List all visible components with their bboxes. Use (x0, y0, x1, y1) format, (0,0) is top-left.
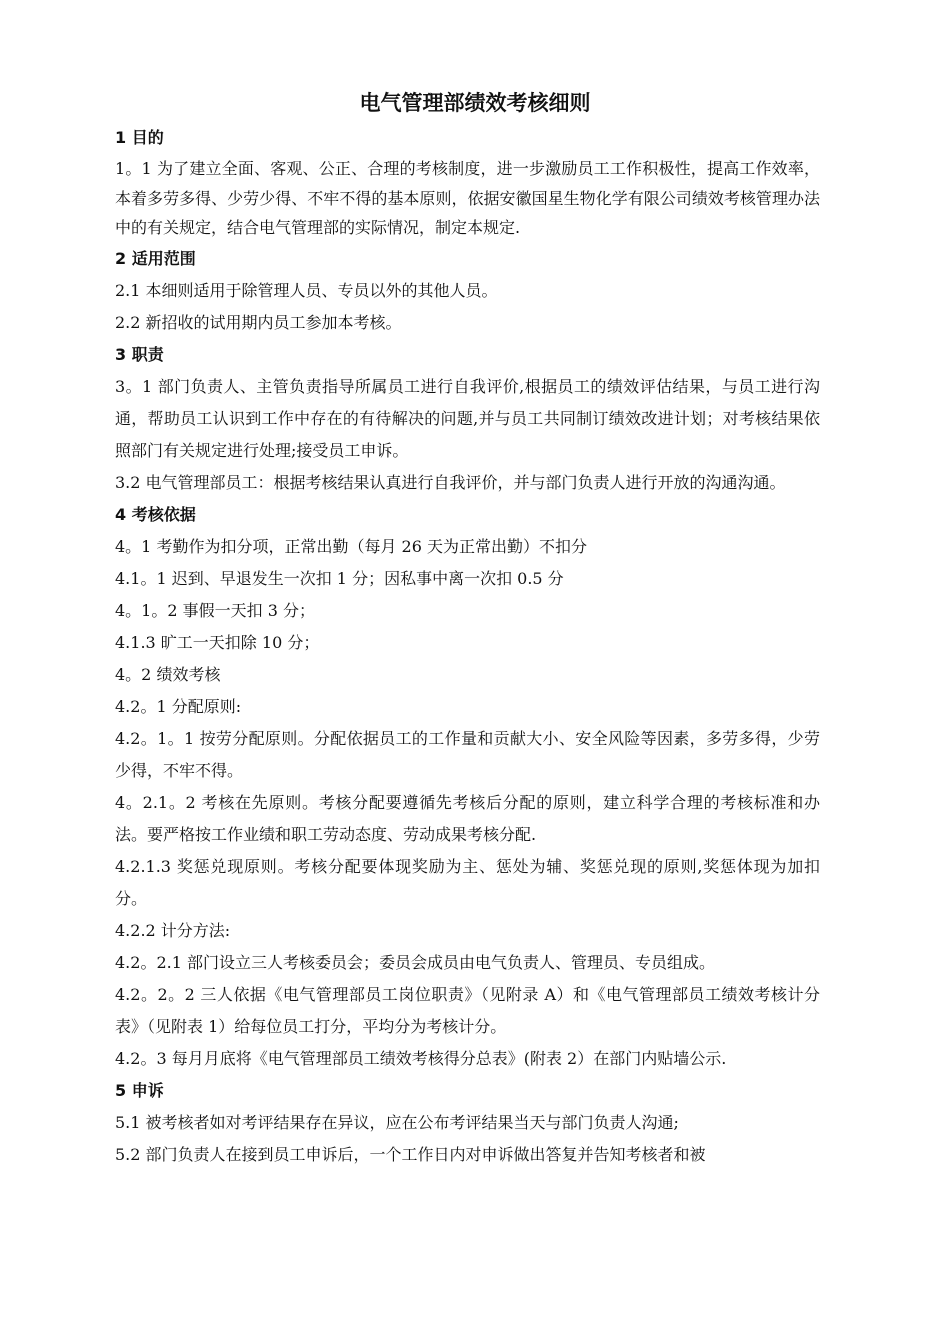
paragraph-4-2-2: 4.2.2 计分方法: (115, 920, 231, 940)
paragraph-3-2: 3.2 电气管理部员工：根据考核结果认真进行自我评价，并与部门负责人进行开放的沟通沟通。 (115, 472, 786, 492)
paragraph-4-1: 4。1 考勤作为扣分项，正常出勤（每月 26 天为正常出勤）不扣分 (115, 536, 587, 556)
paragraph-4-2-1-2: 4。2.1。2 考核在先原则。考核分配要遵循先考核后分配的原则，建立科学合理的考核标准和办法。要严格按工作业绩和职工劳动态度、劳动成果考核分配. (115, 792, 820, 844)
document-body (115, 122, 820, 1171)
paragraph-5-1: 5.1 被考核者如对考评结果存在异议，应在公布考评结果当天与部门负责人沟通; (115, 1112, 679, 1132)
paragraph-4-2-2-1: 4.2。2.1 部门设立三人考核委员会；委员会成员由电气负责人、管理员、专员组成。 (115, 952, 715, 972)
paragraph-4-2: 4。2 绩效考核 (115, 664, 221, 684)
paragraph-3-1: 3。1 部门负责人、主管负责指导所属员工进行自我评价,根据员工的绩效评估结果，与员工进行沟通，帮助员工认识到工作中存在的有待解决的问题,并与员工共同制订绩效改进计划；对考核结果依照部门有关规定进行处理;接受员工申诉。 (115, 376, 820, 460)
section-heading-duties: 3 职责 (115, 344, 164, 364)
paragraph-4-1-1: 4.1。1 迟到、早退发生一次扣 1 分；因私事中离一次扣 0.5 分 (115, 568, 564, 588)
section-heading-scope: 2 适用范围 (115, 248, 196, 268)
paragraph-2-1: 2.1 本细则适用于除管理人员、专员以外的其他人员。 (115, 280, 498, 300)
paragraph-5-2: 5.2 部门负责人在接到员工申诉后，一个工作日内对申诉做出答复并告知考核者和被 (115, 1144, 706, 1164)
paragraph-4-2-1: 4.2。1 分配原则: (115, 696, 242, 716)
section-heading-appeal: 5 申诉 (115, 1080, 164, 1100)
paragraph-1-1: 1。1 为了建立全面、客观、公正、合理的考核制度，进一步激励员工工作积极性，提高工作效率，本着多劳多得、少劳少得、不牢不得的基本原则，依据安徽国星生物化学有限公司绩效考核管理办法中的有关规定，结合电气管理部的实际情况，制定本规定. (115, 159, 820, 237)
paragraph-4-2-3: 4.2。3 每月月底将《电气管理部员工绩效考核得分总表》(附表 2）在部门内贴墙公示. (115, 1048, 727, 1068)
paragraph-4-1-2: 4。1。2 事假一天扣 3 分； (115, 600, 315, 620)
paragraph-2-2: 2.2 新招收的试用期内员工参加本考核。 (115, 312, 402, 332)
section-heading-basis: 4 考核依据 (115, 504, 196, 524)
section-heading-purpose: 1 目的 (115, 128, 164, 147)
paragraph-4-2-1-3: 4.2.1.3 奖惩兑现原则。考核分配要体现奖励为主、惩处为辅、奖惩兑现的原则,奖惩体现为加扣分。 (115, 856, 820, 908)
document-title: 电气管理部绩效考核细则 (359, 91, 591, 115)
paragraph-4-2-1-1: 4.2。1。1 按劳分配原则。分配依据员工的工作量和贡献大小、安全风险等因素，多劳多得，少劳少得，不牢不得。 (115, 728, 820, 780)
paragraph-4-1-3: 4.1.3 旷工一天扣除 10 分； (115, 632, 320, 652)
paragraph-4-2-2-2: 4.2。2。2 三人依据《电气管理部员工岗位职责》（见附录 A）和《电气管理部员工绩效考核计分表》（见附表 1）给每位员工打分，平均分为考核计分。 (115, 984, 820, 1036)
